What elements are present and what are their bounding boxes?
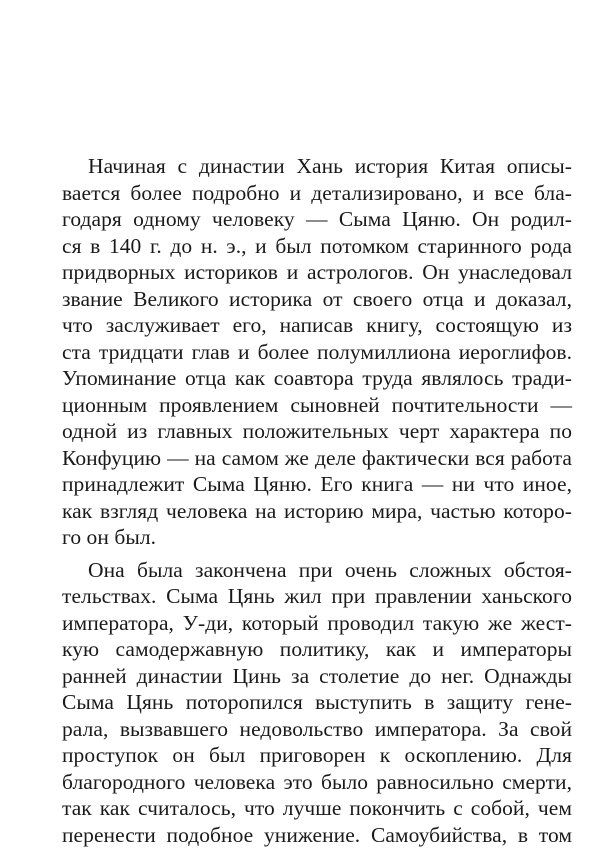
text-line: годаря одному человеку — Сыма Цяню. Он родил- <box>62 206 572 233</box>
text-line: императора, У-ди, который проводил такую же жест- <box>62 610 572 637</box>
text-line: Упоминание отца как соавтора труда являлось тради- <box>62 365 572 392</box>
text-line: го он был. <box>62 524 572 551</box>
body-text <box>62 153 572 848</box>
text-line: ся в 140 г. до н. э., и был потомком старинного рода <box>62 233 572 260</box>
text-line: тельствах. Сыма Цянь жил при правлении ханьского <box>62 583 572 610</box>
paragraph-2 <box>62 557 572 848</box>
text-line: придворных историков и астрологов. Он унаследовал <box>62 259 572 286</box>
text-line: ционным проявлением сыновней почтительности — <box>62 392 572 419</box>
text-line: благородного человека это было равносильно смерти, <box>62 769 572 796</box>
text-line: звание Великого историка от своего отца и доказал, <box>62 286 572 313</box>
text-line: ранней династии Цинь за столетие до нег. Однажды <box>62 663 572 690</box>
text-line: Она была закончена при очень сложных обстоя- <box>62 557 572 584</box>
text-line: так как считалось, что лучше покончить с собой, чем <box>62 795 572 822</box>
text-line: что заслуживает его, написав книгу, состоящую из <box>62 312 572 339</box>
text-line: ста тридцати глав и более полумиллиона иероглифов. <box>62 339 572 366</box>
text-line: вается более подробно и детализировано, и все бла- <box>62 180 572 207</box>
text-line: Конфуцию — на самом же деле фактически вся работа <box>62 445 572 472</box>
paragraph-1 <box>62 153 572 551</box>
text-line: Начиная с династии Хань история Китая описы- <box>62 153 572 180</box>
text-line: Сыма Цянь поторопился выступить в защиту гене- <box>62 689 572 716</box>
text-line: принадлежит Сыма Цяню. Его книга — ни что иное, <box>62 471 572 498</box>
text-line: проступок он был приговорен к оскоплению. Для <box>62 742 572 769</box>
text-line: кую самодержавную политику, как и императоры <box>62 636 572 663</box>
text-line: одной из главных положительных черт характера по <box>62 418 572 445</box>
text-line: рала, вызвавшего недовольство императора. За свой <box>62 716 572 743</box>
text-line: перенести подобное унижение. Самоубийства, в том <box>62 822 572 848</box>
text-line: как взгляд человека на историю мира, частью которо- <box>62 498 572 525</box>
